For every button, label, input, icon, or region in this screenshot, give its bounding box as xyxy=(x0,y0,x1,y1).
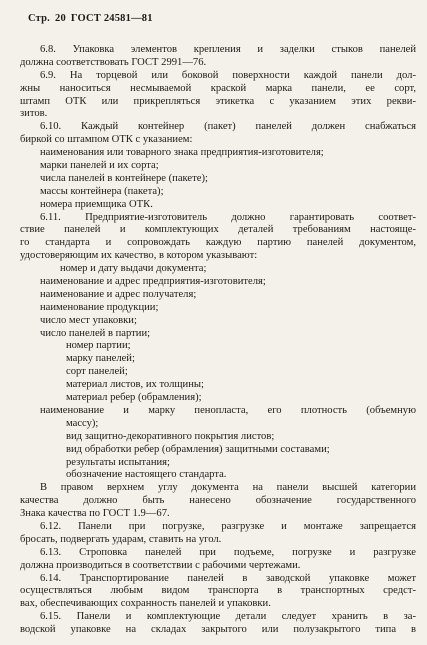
text-line: осуществляться любым видом транспорта в транспортных средст- xyxy=(20,585,416,597)
text-line: ствие панелей и комплектующих деталей требованиям настояще- xyxy=(20,224,416,236)
text-line: В правом верхнем углу документа на панели высшей категории xyxy=(40,482,416,494)
text-line: 6.12. Панели при погрузке, разгрузке и монтаже запрещается xyxy=(40,520,416,532)
text-line: результаты испытания; xyxy=(66,456,170,468)
text-line: 6.13. Строповка панелей при подъеме, погрузке и разгрузке xyxy=(40,546,416,558)
text-line: марки панелей и их сорта; xyxy=(40,160,159,172)
text-line: 6.8. Упаковка элементов крепления и заделки стыков панелей xyxy=(40,44,416,55)
text-line: зитов. xyxy=(20,108,48,120)
text-line: вах, обеспечивающих сохранность панелей и упаковки. xyxy=(20,598,271,610)
page-number: 20 xyxy=(55,13,66,24)
text-line: Знака качества по ГОСТ 1.9—67. xyxy=(20,508,170,520)
text-line: обозначение настоящего стандарта. xyxy=(66,469,227,481)
text-line: го стандарта и сопровождать каждую партию панелей документом, xyxy=(20,237,416,249)
document-code: ГОСТ 24581—81 xyxy=(70,13,153,24)
text-line: наименование продукции; xyxy=(40,301,159,313)
text-line: 6.10. Каждый контейнер (пакет) панелей должен снабжаться xyxy=(40,121,416,133)
text-line: номера приемщика ОТК. xyxy=(40,198,153,210)
text-line: наименование и марку пенопласта, его плотность (объемную xyxy=(40,404,416,416)
text-line: 6.11. Предприятие-изготовитель должно гарантировать соответ- xyxy=(40,211,416,223)
text-line: вид обработки ребер (обрамления) защитными составами; xyxy=(66,443,330,455)
text-line: жны наноситься несмываемой краской марка панели, ее сорт, xyxy=(20,82,416,94)
text-line: биркой со штампом ОТК с указанием: xyxy=(20,134,193,146)
text-line: массы контейнера (пакета); xyxy=(40,185,164,197)
text-line: наименование и адрес получателя; xyxy=(40,288,197,300)
text-line: массу); xyxy=(66,417,99,429)
text-line: марку панелей; xyxy=(66,353,135,365)
text-line: водской упаковке на складах закрытого или полузакрытого типа в xyxy=(20,624,416,636)
text-line: число мест упаковки; xyxy=(40,314,137,326)
text-line: 6.15. Панели и комплектующие детали следует хранить в за- xyxy=(40,611,416,623)
text-line: 6.9. На торцевой или боковой поверхности каждой панели дол- xyxy=(40,69,416,81)
document-body xyxy=(20,44,416,637)
text-line: числа панелей в контейнере (пакете); xyxy=(40,172,208,184)
text-line: 6.14. Транспортирование панелей в заводской упаковке может xyxy=(40,572,416,584)
text-line: наименования или товарного знака предприятия-изготовителя; xyxy=(40,147,324,159)
text-line: номер партии; xyxy=(66,340,131,352)
text-line: наименование и адрес предприятия-изготовителя; xyxy=(40,276,266,288)
page-label: Стр. xyxy=(28,13,50,24)
page-header xyxy=(28,13,158,24)
text-line: штамп ОТК или прикрепляться этикетка с указанием этих рекви- xyxy=(20,95,416,107)
text-line: номер и дату выдачи документа; xyxy=(60,263,207,275)
text-line: должна соответствовать ГОСТ 2991—76. xyxy=(20,56,207,68)
text-line: материал листов, их толщины; xyxy=(66,379,204,391)
text-line: сорт панелей; xyxy=(66,366,128,378)
text-line: качества должно быть нанесено обозначение государственного xyxy=(20,495,416,507)
text-line: бросать, подвергать ударам, ставить на угол. xyxy=(20,533,222,545)
text-line: должна производиться в соответствии с рабочими чертежами. xyxy=(20,559,301,571)
text-line: материал ребер (обрамления); xyxy=(66,392,202,404)
text-line: число панелей в партии; xyxy=(40,327,151,339)
text-line: удостоверяющим их качество, в котором указывают: xyxy=(20,250,258,262)
text-line: вид защитно-декоративного покрытия листов; xyxy=(66,430,275,442)
